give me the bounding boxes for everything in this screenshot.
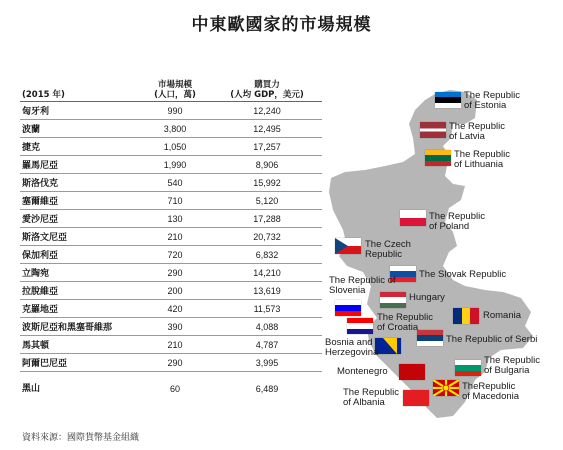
country-cell: 拉脫維亞 — [20, 282, 138, 300]
population-cell: 210 — [138, 228, 212, 246]
gdp-cell: 13,619 — [212, 282, 322, 300]
country-cell: 羅馬尼亞 — [20, 156, 138, 174]
country-cell: 黑山 — [22, 383, 41, 393]
population-cell: 130 — [138, 210, 212, 228]
table-row — [20, 174, 322, 192]
country-cell: 馬其頓 — [20, 336, 138, 354]
population-cell: 200 — [138, 282, 212, 300]
table-row — [20, 318, 322, 336]
poland-flag — [400, 210, 426, 226]
population-cell: 290 — [138, 264, 212, 282]
latvia-label: The Republic of Latvia — [449, 121, 505, 142]
albania-label: The Republic of Albania — [343, 387, 399, 408]
page-title: 中東歐國家的市場規模 — [191, 15, 372, 35]
bosnia-flag — [375, 338, 401, 354]
country-cell: 塞爾維亞 — [20, 192, 138, 210]
source-note: 資料來源：國際貨幣基金組織 — [22, 433, 140, 443]
table-row — [20, 336, 322, 354]
table-row — [20, 264, 322, 282]
central-eastern-europe-map — [325, 80, 563, 425]
population-cell: 390 — [138, 318, 212, 336]
gdp-cell: 12,240 — [212, 102, 322, 120]
serbia-label: The Republic of Serbi — [446, 334, 538, 345]
gdp-cell: 15,992 — [212, 174, 322, 192]
country-cell: 斯洛文尼亞 — [20, 228, 138, 246]
croatia-flag — [347, 318, 373, 334]
slovenia-flag — [335, 300, 361, 316]
table-row — [20, 156, 322, 174]
macedonia-flag — [433, 380, 459, 396]
slovakia-label: The Slovak Republic — [419, 269, 507, 280]
table-row — [20, 120, 322, 138]
table-row — [20, 192, 322, 210]
bulgaria-label: The Republic of Bulgaria — [484, 355, 540, 376]
population-cell: 3,800 — [138, 120, 212, 138]
lithuania-flag — [425, 150, 451, 166]
country-cell: 阿爾巴尼亞 — [20, 354, 138, 372]
population-cell: 290 — [138, 354, 212, 372]
hungary-label: Hungary — [409, 292, 445, 303]
romania-flag — [453, 308, 479, 324]
montenegro-label: Montenegro — [337, 366, 388, 377]
czech-flag — [335, 238, 361, 254]
albania-flag — [403, 390, 429, 406]
bosnia-label: Bosnia and Herzegovina — [325, 337, 379, 358]
romania-label: Romania — [483, 310, 522, 321]
gdp-cell: 6,832 — [212, 246, 322, 264]
population-cell: 720 — [138, 246, 212, 264]
table-row — [20, 246, 322, 264]
population-cell: 990 — [138, 102, 212, 120]
gdp-cell: 14,210 — [212, 264, 322, 282]
country-cell: 波蘭 — [20, 120, 138, 138]
country-cell: 捷克 — [20, 138, 138, 156]
slovenia-label: The Republic of Slovenia — [329, 275, 396, 296]
gdp-cell: 4,088 — [212, 318, 322, 336]
gdp-cell: 17,257 — [212, 138, 322, 156]
population-cell: 60 — [169, 384, 180, 394]
market-size-table — [20, 80, 322, 395]
croatia-label: The Republic of Croatia — [377, 312, 433, 333]
gdp-cell: 4,787 — [212, 336, 322, 354]
gdp-cell: 5,120 — [212, 192, 322, 210]
latvia-flag — [420, 122, 446, 138]
year-header: (2015 年) — [20, 80, 138, 102]
gdp-cell: 3,995 — [212, 354, 322, 372]
population-cell: 1,050 — [138, 138, 212, 156]
gdp-cell: 11,573 — [212, 300, 322, 318]
gdp-cell: 17,288 — [212, 210, 322, 228]
purchasing-power-header: 購買力 (人均 GDP，美元) — [212, 80, 322, 102]
gdp-cell: 20,732 — [212, 228, 322, 246]
table-row — [20, 210, 322, 228]
bulgaria-flag — [455, 360, 481, 376]
country-cell: 立陶宛 — [20, 264, 138, 282]
country-cell: 波斯尼亞和黑塞哥維那 — [20, 318, 138, 336]
population-cell: 540 — [138, 174, 212, 192]
poland-label: The Republic of Poland — [429, 211, 485, 232]
gdp-cell: 8,906 — [212, 156, 322, 174]
table-row — [20, 354, 322, 372]
table-row — [20, 228, 322, 246]
montenegro-flag — [399, 364, 425, 380]
table-row — [20, 282, 322, 300]
market-size-header: 市場規模 (人口，萬) — [138, 80, 212, 102]
table-row — [20, 372, 322, 396]
population-cell: 710 — [138, 192, 212, 210]
estonia-label: The Republic of Estonia — [464, 90, 520, 111]
gdp-cell: 6,489 — [255, 384, 279, 394]
gdp-cell: 12,495 — [212, 120, 322, 138]
estonia-flag — [435, 92, 461, 108]
country-cell: 匈牙利 — [20, 102, 138, 120]
table-row — [20, 300, 322, 318]
table-header-row — [20, 80, 322, 102]
country-cell: 克羅地亞 — [20, 300, 138, 318]
lithuania-label: The Republic of Lithuania — [454, 149, 510, 170]
czech-label: The Czech Republic — [365, 239, 411, 260]
table-row — [20, 138, 322, 156]
table-row — [20, 102, 322, 120]
population-cell: 210 — [138, 336, 212, 354]
population-cell: 1,990 — [138, 156, 212, 174]
country-cell: 愛沙尼亞 — [20, 210, 138, 228]
macedonia-label: TheRepublic of Macedonia — [462, 381, 520, 402]
country-cell: 斯洛伐克 — [20, 174, 138, 192]
country-cell: 保加利亞 — [20, 246, 138, 264]
population-cell: 420 — [138, 300, 212, 318]
